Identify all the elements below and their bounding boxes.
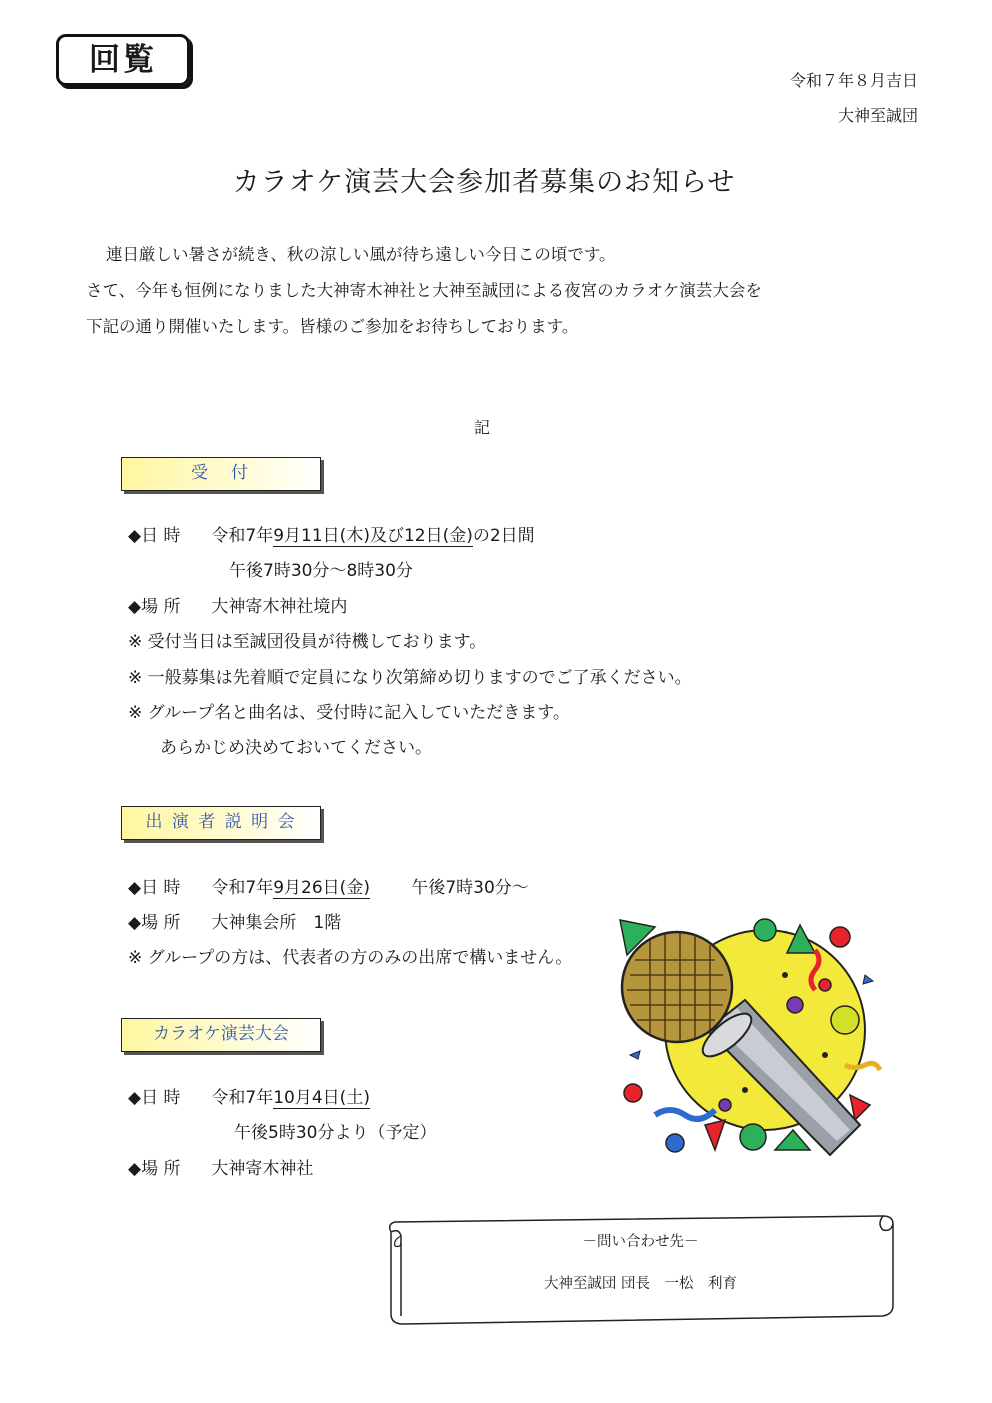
date-suffix: の2日間 — [472, 526, 535, 546]
briefing-time: 午後7時30分～ — [411, 878, 529, 898]
circulation-stamp: 回覧 — [56, 34, 190, 86]
contact-heading: －問い合わせ先－ — [582, 1234, 699, 1250]
place-label: ◆場 所 — [128, 1159, 181, 1179]
place-label: ◆場 所 — [128, 913, 181, 933]
reception-note-1: ※ 受付当日は至誠団役員が待機しております。 — [128, 632, 487, 652]
date-label: ◆日 時 — [128, 1088, 181, 1108]
intro-line-3: 下記の通り開催いたします。皆様のご参加をお待ちしております。 — [86, 317, 579, 336]
reception-place: 大神寄木神社境内 — [211, 597, 348, 617]
section-heading-reception: 受 付 — [121, 457, 321, 491]
ki-marker: 記 — [474, 418, 491, 437]
intro-line-2: さて、今年も恒例になりました大神寄木神社と大神至誠団による夜宮のカラオケ演芸大会を — [86, 281, 762, 300]
contest-place: 大神寄木神社 — [211, 1159, 314, 1179]
date-prefix: 令和7年 — [211, 1088, 274, 1108]
reception-place-row — [128, 592, 347, 617]
page-title: カラオケ演芸大会参加者募集のお知らせ — [232, 167, 736, 198]
microphone-confetti-illustration — [615, 915, 885, 1170]
briefing-date-row — [128, 873, 529, 898]
reception-note-2: ※ 一般募集は先着順で定員になり次第締め切りますのでご了承ください。 — [128, 668, 692, 688]
reception-date: 9月11日(木)及び12日(金) — [273, 526, 473, 546]
briefing-place-row — [128, 908, 341, 933]
place-label: ◆場 所 — [128, 597, 181, 617]
issuer-org: 大神至誠団 — [837, 106, 918, 125]
date-label: ◆日 時 — [128, 878, 181, 898]
reception-note-3-cont: あらかじめ決めておいてください。 — [160, 738, 432, 758]
microphone-icon — [615, 915, 885, 1170]
section-heading-contest: カラオケ演芸大会 — [121, 1018, 321, 1052]
issue-date: 令和７年８月吉日 — [789, 71, 918, 90]
reception-note-3: ※ グループ名と曲名は、受付時に記入していただきます。 — [128, 703, 570, 723]
section-heading-briefing: 出 演 者 説 明 会 — [121, 806, 321, 840]
intro-line-1: 連日厳しい暑さが続き、秋の涼しい風が待ち遠しい今日この頃です。 — [106, 245, 616, 264]
reception-date-row — [128, 521, 535, 546]
date-prefix: 令和7年 — [211, 526, 274, 546]
contest-date-row — [128, 1083, 370, 1108]
contest-date: 10月4日(土) — [273, 1088, 370, 1108]
date-prefix: 令和7年 — [211, 878, 274, 898]
contest-time: 午後5時30分より（予定） — [234, 1123, 437, 1143]
briefing-date: 9月26日(金) — [273, 878, 370, 898]
reception-time: 午後7時30分～8時30分 — [229, 561, 413, 581]
date-label: ◆日 時 — [128, 526, 181, 546]
briefing-note: ※ グループの方は、代表者の方のみの出席で構いません。 — [128, 948, 573, 968]
contact-name: 大神至誠団 団長 一松 利育 — [543, 1276, 738, 1292]
contest-place-row — [128, 1154, 313, 1179]
briefing-place: 大神集会所 1階 — [211, 913, 342, 933]
